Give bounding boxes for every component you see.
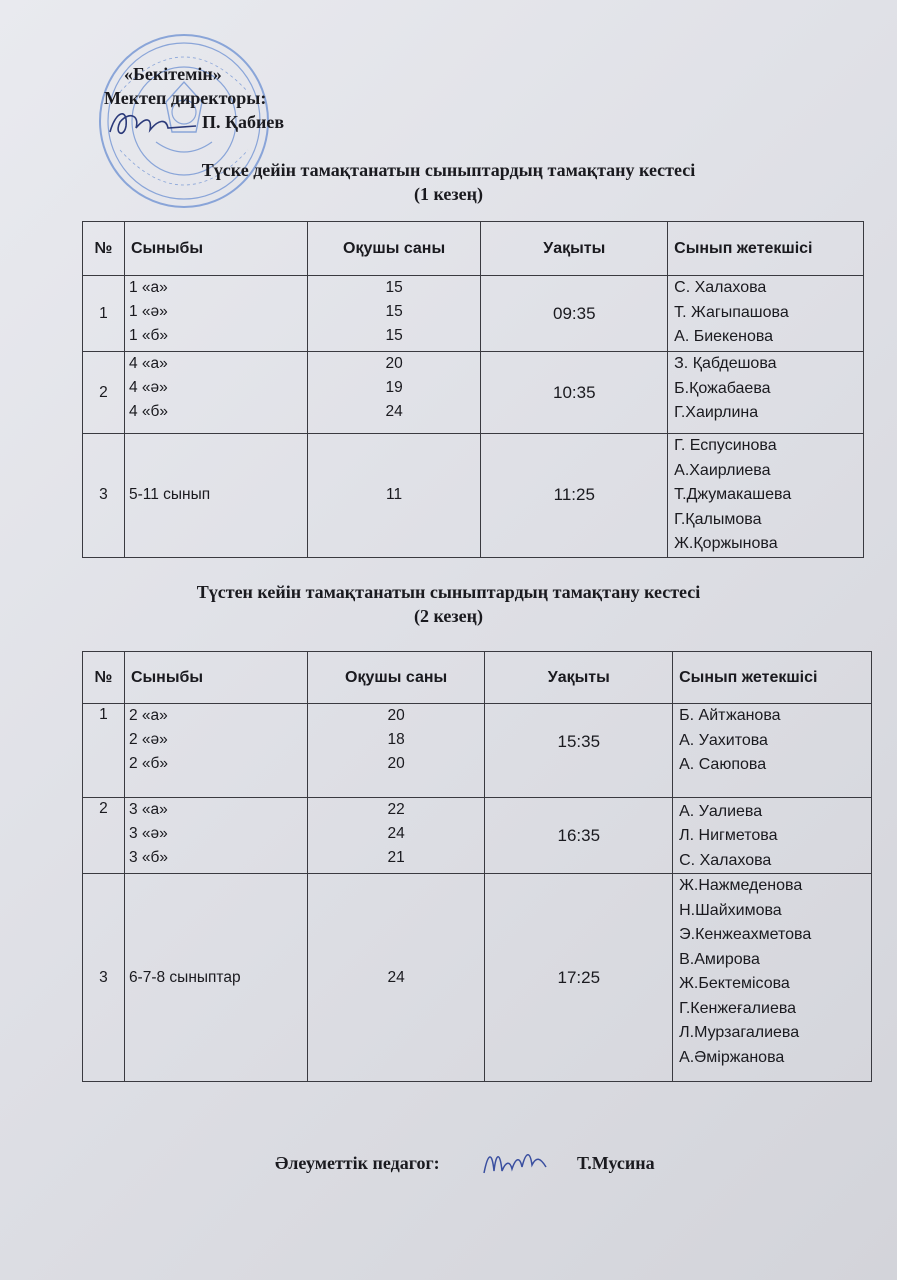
row-time: 10:35: [481, 352, 668, 434]
row-time: 17:25: [485, 874, 673, 1082]
row-number: 1: [83, 276, 125, 352]
header-class-teacher: Сынып жетекшісі: [668, 222, 864, 276]
row-classes: 5-11 сынып: [124, 434, 307, 558]
table-row: [83, 276, 864, 352]
header-number: №: [83, 222, 125, 276]
table-header-row: [83, 652, 872, 704]
table-header-row: [83, 222, 864, 276]
table-row: [83, 352, 864, 434]
row-classes: 6-7-8 сыныптар: [124, 874, 307, 1082]
row-counts: 11: [307, 434, 481, 558]
footer-signature-line: [275, 1153, 655, 1174]
row-teachers: З. Қабдешова Б.Қожабаева Г.Хаирлина: [668, 352, 864, 434]
approval-heading: «Бекітемін»: [124, 64, 222, 84]
row-teachers: Г. Еспусинова А.Хаирлиева Т.Джумакашева Г.Қалымова Ж.Қоржынова: [668, 434, 864, 558]
table2-subtitle: (2 кезең): [414, 606, 483, 626]
row-teachers: Ж.Нажмеденова Н.Шайхимова Э.Кенжеахметова В.Амирова Ж.Бектемісова Г.Кенжеғалиева Л.Мурзагалиева А.Әміржанова: [673, 874, 872, 1082]
director-signature: [106, 104, 198, 144]
table-row: [83, 798, 872, 874]
approval-director-name: П. Қабиев: [202, 112, 285, 132]
header-class: Сыныбы: [124, 222, 307, 276]
table2-title: Түстен кейін тамақтанатын сыныптардың тамақтану кестесі: [196, 582, 701, 602]
header-student-count: Оқушы саны: [307, 652, 485, 704]
row-number: 1: [83, 704, 125, 798]
table-row: [83, 704, 872, 798]
pedagogue-signature: [480, 1143, 552, 1183]
row-number: 2: [83, 798, 125, 874]
row-teachers: А. Уалиева Л. Нигметова С. Халахова: [673, 798, 872, 874]
header-class-teacher: Сынып жетекшісі: [673, 652, 872, 704]
table1-title-block: [0, 158, 897, 206]
row-number: 2: [83, 352, 125, 434]
row-time: 09:35: [481, 276, 668, 352]
table-row: [83, 434, 864, 558]
row-classes: 2 «а» 2 «ә» 2 «б»: [124, 704, 307, 798]
row-classes: 4 «а» 4 «ә» 4 «б»: [124, 352, 307, 434]
row-counts: 24: [307, 874, 485, 1082]
table1-title: Түске дейін тамақтанатын сыныптардың тамақтану кестесі: [201, 160, 696, 180]
row-classes: 3 «а» 3 «ә» 3 «б»: [124, 798, 307, 874]
schedule-table-2: [82, 651, 872, 1082]
schedule-table-1: [82, 221, 864, 558]
table2-title-block: [0, 580, 897, 628]
approval-position: Мектеп директоры:: [104, 88, 267, 108]
social-pedagogue-name: Т.Мусина: [577, 1153, 655, 1173]
row-counts: 15 15 15: [307, 276, 481, 352]
row-counts: 20 19 24: [307, 352, 481, 434]
header-time: Уақыты: [485, 652, 673, 704]
header-time: Уақыты: [481, 222, 668, 276]
header-class: Сыныбы: [124, 652, 307, 704]
row-number: 3: [83, 434, 125, 558]
row-classes: 1 «а» 1 «ә» 1 «б»: [124, 276, 307, 352]
header-number: №: [83, 652, 125, 704]
row-counts: 22 24 21: [307, 798, 485, 874]
row-time: 11:25: [481, 434, 668, 558]
row-time: 16:35: [485, 798, 673, 874]
row-counts: 20 18 20: [307, 704, 485, 798]
table-row: [83, 874, 872, 1082]
social-pedagogue-label: Әлеуметтік педагог:: [275, 1153, 440, 1173]
row-teachers: Б. Айтжанова А. Уахитова А. Саюпова: [673, 704, 872, 798]
row-time: 15:35: [485, 704, 673, 798]
table1-subtitle: (1 кезең): [414, 184, 483, 204]
row-number: 3: [83, 874, 125, 1082]
header-student-count: Оқушы саны: [307, 222, 481, 276]
row-teachers: С. Халахова Т. Жагыпашова А. Биекенова: [668, 276, 864, 352]
